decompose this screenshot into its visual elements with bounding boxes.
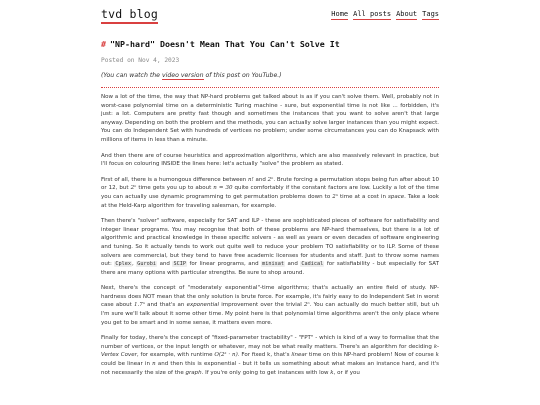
code-cplex: Cplex [115, 261, 132, 268]
math-k: k [435, 352, 440, 359]
p6-text: . For fixed k, that's [237, 352, 292, 359]
emphasis-k-vertex-cover: k-Vertex Cover [101, 343, 439, 359]
p4-text: and [285, 261, 301, 268]
site-title-link[interactable]: tvd blog [101, 7, 158, 24]
math-n: n [152, 361, 156, 368]
video-note [101, 72, 282, 79]
code-cadical: Cadical [301, 261, 324, 268]
p3-text: First of all, there is a humongous difference between [101, 176, 248, 183]
p6-text: and then this is exponential - but it tells us something about what makes an instance hard, and it's not necessarily the size of the [101, 361, 439, 376]
video-note-after: of this post on YouTube.) [203, 72, 282, 79]
p5-text: Next, there's the concept of "moderately exponential"-time algorithms; that's actually an entire field of study. NP-hardness does NOT mean that the only solution is brute force. For example, it's fairly easy to do Independent Set in worst case about [101, 285, 439, 309]
p6-text: , for example, with runtime [136, 352, 215, 359]
p4-text: Then there's "solver" software, especially for SAT and ILP - these are sophisticated pieces of software for satisfiability and integer linear programs. You may recognise that both of these problems are NP-hard themselves, but there is a lot of algorithmic and practical knowledge in these specific solvers - as well as years or even decades of software engineering and tuning. So it actually tends to work out quite well to reduce your problem TO satisfiability or to ILP. Some of these solvers are commercial, but they tend to have free academic licenses for students and staff. Just to throw some names out: [101, 218, 439, 268]
math-two-n: 2ⁿ [303, 302, 310, 309]
p3-text: . Take a look at the Held-Karp algorithm for traveling salesman, for example. [101, 193, 439, 209]
post-body [101, 93, 439, 384]
math-k: k [330, 369, 334, 376]
video-version-link[interactable]: video version [161, 72, 204, 79]
p6-text: time on this NP-hard problem! Now of course [306, 352, 436, 359]
math-runtime: O(2ᵏ · n) [214, 352, 238, 359]
p4-text: and [157, 261, 173, 268]
p3-text: time at a cost in [337, 193, 388, 200]
paragraph-6 [101, 334, 439, 377]
p3-text: time gets you up to about [136, 185, 214, 192]
p3-text: . Brute forcing a permutation stops being fun after about 10 or 12, but [101, 176, 439, 192]
nav-all-posts[interactable]: All posts [353, 10, 392, 18]
p4-text: for satisfiability - but especially for SAT there are many options with particular strengths. Be sure to shop around. [101, 261, 439, 276]
math-two-n: 2ⁿ [267, 176, 274, 183]
nav-about[interactable]: About [396, 10, 418, 18]
emphasis-graph: graph [185, 369, 202, 376]
math-two-n: 2ⁿ [130, 185, 137, 192]
emphasis-exponential: exponential [186, 302, 220, 309]
p4-text: for linear programs, and [186, 261, 262, 268]
math-1-7-n: 1.7ⁿ [133, 302, 145, 309]
top-nav [331, 10, 439, 20]
p3-text: quite comfortably if the constant factors are low. Luckily a lot of the time you can actually use dynamic programming to get permutation problems down to [101, 185, 439, 200]
paragraph-3 [101, 176, 439, 210]
emphasis-linear: linear [291, 352, 307, 359]
nav-home[interactable]: Home [331, 10, 349, 18]
post-title-text: "NP-hard" Doesn't Mean That You Can't Solve It [110, 39, 340, 49]
p3-text: and [253, 176, 268, 183]
p6-text: . If you're only going to get instances with low [201, 369, 331, 376]
nav-tags[interactable]: Tags [422, 10, 439, 18]
emphasis-space: space [387, 193, 405, 200]
dotted-divider [101, 87, 439, 88]
p6-text: could be linear in [101, 361, 153, 368]
paragraph-2: And then there are of course heuristics and approximation algorithms, which are also massively relevant in practice, but I'll focus on colouring INSIDE the lines here: let's actually "solve" the problem as stated. [101, 152, 439, 168]
paragraph-5 [101, 284, 439, 327]
code-scip: SCIP [173, 261, 186, 268]
paragraph-1: Now a lot of the time, the way that NP-hard problems get talked about is as if you can't solve them. Well, probably not in worst-case polynomial time on a deterministic Turing machine - sure, but exponential time is not like ... forbidden, it's just: a lot. Computers are pretty fast though and sometimes the instances that you want to solve aren't that large anyway. Depending on both the problem and the methods, you can actually solve larger instances than you might expect. You can do Independent Set with hundreds of vertices no problem; under some circumstances you can do Knapsack with millions of items in less than a minute. [101, 94, 439, 143]
p4-text: , [132, 261, 137, 268]
video-note-before: (You can watch the [101, 72, 162, 79]
title-hash: # [101, 39, 106, 49]
code-gurobi: Gurobi [137, 261, 157, 268]
post-title [101, 39, 340, 49]
post-date: Posted on Nov 4, 2023 [101, 57, 180, 64]
paragraph-4 [101, 217, 439, 277]
math-n-factorial: n! [248, 176, 254, 183]
p6-text: Finally for today, there's the concept of "fixed-parameter tractability" - "FPT" - which is kind of a way to formalise that the number of vertices, or the input length or whatever, may not be what really matters. There's an algorithm for deciding [101, 335, 439, 350]
p5-text: improvement over the trivial [219, 302, 304, 309]
p5-text: . You can actually do much better still, but uh I'm sure we'll talk about it some other time. My point here is that polynomial time algorithms aren't the only place where you get to be smart and in some sense, it matters even more. [101, 302, 439, 326]
math-two-n: 2ⁿ [332, 193, 338, 200]
code-minisat: minisat [262, 261, 285, 268]
p5-text: and that's an [144, 302, 187, 309]
p6-text: , or if you [333, 369, 360, 376]
math-n-equals-30: n = 30 [213, 185, 233, 192]
